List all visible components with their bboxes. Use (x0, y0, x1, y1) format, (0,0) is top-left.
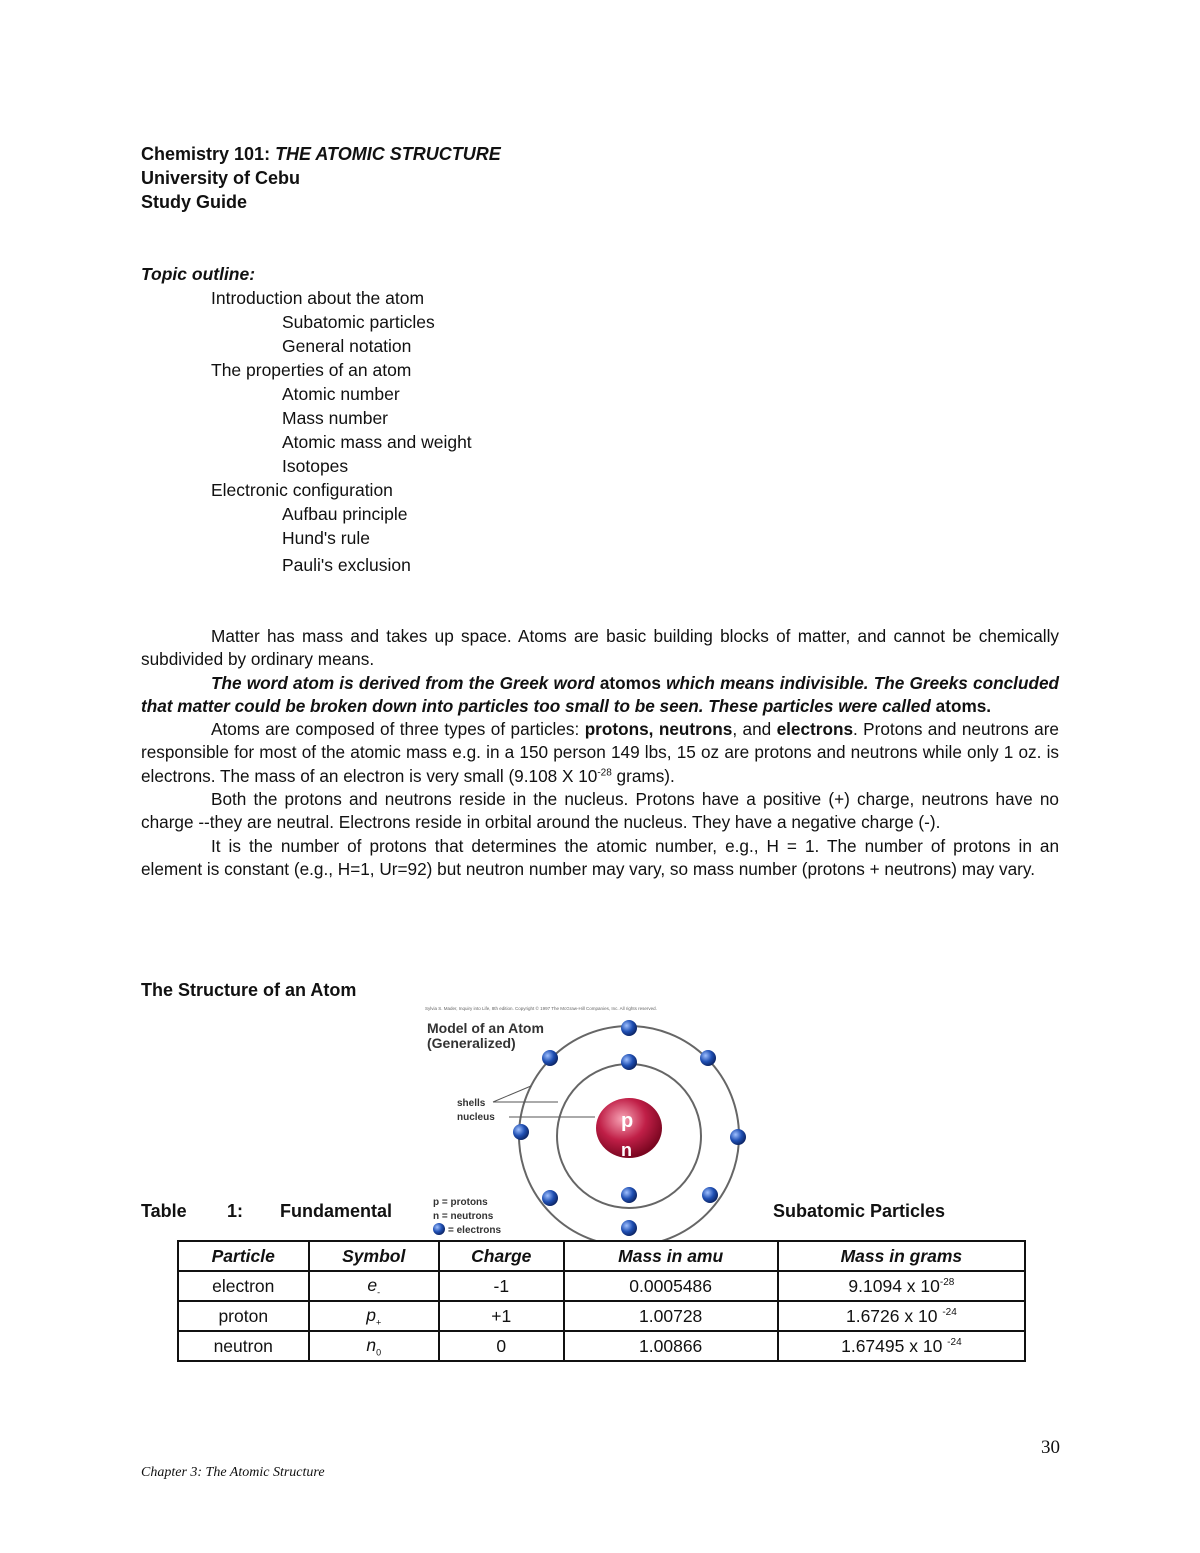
electron (621, 1054, 637, 1070)
paragraph-particles (141, 718, 1059, 788)
outline-subitem: Subatomic particles (282, 312, 435, 332)
etymology-text: The word atom is derived from the Greek word (211, 672, 600, 693)
electron (513, 1124, 529, 1140)
header-mass-amu: Mass in amu (564, 1241, 778, 1271)
paragraph-matter: Matter has mass and takes up space. Atoms are basic building blocks of matter, and cannot be chemically subdivided by ordinary means. (141, 626, 1059, 670)
atom-model-figure (405, 1000, 750, 1240)
bold-term: electrons (776, 719, 854, 740)
table-caption-rest: Subatomic Particles (773, 1201, 946, 1221)
document-type: Study Guide (141, 192, 248, 212)
grams-base: 1.67495 x 10 (841, 1335, 948, 1356)
topic-outline (141, 262, 472, 580)
outline-subitem: Isotopes (282, 456, 349, 476)
figure-title: Model of an Atom (427, 1020, 544, 1036)
grams-base: 1.6726 x 10 (845, 1305, 943, 1326)
chapter-footer: Chapter 3: The Atomic Structure (141, 1465, 325, 1480)
cell-particle: electron (178, 1271, 309, 1301)
symbol-letter: e (367, 1274, 378, 1295)
outline-subitem: Atomic mass and weight (282, 432, 472, 452)
grams-exponent: -24 (942, 1306, 957, 1318)
header-mass-grams: Mass in grams (778, 1241, 1025, 1271)
outline-subitem: Pauli's exclusion (282, 555, 411, 575)
table-row (178, 1301, 1025, 1331)
outline-subitem: General notation (282, 336, 412, 356)
outline-item: Introduction about the atom (211, 288, 425, 308)
electron (700, 1050, 716, 1066)
outline-subitem: Atomic number (282, 384, 400, 404)
course-title (141, 142, 501, 166)
cell-charge: +1 (439, 1301, 564, 1331)
cell-particle: proton (178, 1301, 309, 1331)
electron (702, 1187, 718, 1203)
course-topic: THE ATOMIC STRUCTURE (275, 144, 501, 164)
cell-amu: 1.00728 (564, 1301, 778, 1331)
course-code: Chemistry 101: (141, 144, 276, 164)
electron (730, 1129, 746, 1145)
symbol-letter: n (366, 1334, 377, 1355)
cell-particle: neutron (178, 1331, 309, 1361)
paragraph-atom-etymology (141, 672, 1059, 719)
table-caption-word: Fundamental (280, 1201, 393, 1221)
label-shells: shells (457, 1098, 486, 1109)
cell-symbol (309, 1301, 439, 1331)
page-number: 30 (1041, 1437, 1060, 1458)
exponent: -28 (597, 767, 612, 779)
header-charge: Charge (439, 1241, 564, 1271)
label-nucleus: nucleus (457, 1112, 495, 1123)
electron (621, 1020, 637, 1036)
outline-heading: Topic outline: (141, 264, 256, 284)
symbol-sub: + (375, 1317, 382, 1328)
symbol-sub: 0 (376, 1347, 382, 1358)
grams-base: 9.1094 x 10 (848, 1275, 940, 1296)
cell-grams (778, 1271, 1025, 1301)
etymology-text: which means indivisible. The Greeks concluded that matter could be broken down into particles too small to be seen. These particles were called (141, 672, 1060, 716)
header-particle: Particle (178, 1241, 309, 1271)
cell-grams (778, 1331, 1025, 1361)
nucleus-proton-label: p (621, 1110, 634, 1132)
etymology-term: atomos (599, 672, 661, 693)
electron (621, 1220, 637, 1236)
table-caption-label: Table (141, 1201, 187, 1221)
figure-subtitle: (Generalized) (427, 1035, 516, 1051)
paragraph-nucleus: Both the protons and neutrons reside in the nucleus. Protons have a positive (+) charge, neutrons have no charge --they are neutral. Electrons reside in orbital around the nucleus. They have a negative charge (-). (141, 789, 1059, 833)
figure-copyright: Sylvia S. Mader, Inquiry into Life, 8th edition. Copyright © 1997 The McGraw-Hill Companies, Inc. All rights reserved. (425, 1006, 657, 1011)
outline-item: The properties of an atom (211, 360, 412, 380)
body-text (141, 625, 1059, 881)
electron (621, 1187, 637, 1203)
section-title-structure: The Structure of an Atom (141, 980, 357, 1000)
text-run: . Protons and neutrons are responsible for most of the atomic mass e.g. in a 150 person 149 lbs, 15 oz are protons and neutrons while only 1 oz. is electrons. The mass of an electron is very small (9.108 X 10 (141, 719, 1059, 786)
outline-subitem: Hund's rule (282, 528, 370, 548)
symbol-sub: - (377, 1287, 381, 1298)
cell-amu: 0.0005486 (564, 1271, 778, 1301)
etymology-term: atoms. (935, 695, 992, 716)
text-run: grams). (611, 765, 675, 786)
nucleus-neutron-label: n (621, 1140, 632, 1160)
legend-electron-icon (433, 1223, 445, 1235)
subatomic-particles-table (177, 1240, 1026, 1362)
legend-neutrons: n = neutrons (433, 1211, 494, 1222)
cell-symbol (309, 1271, 439, 1301)
bold-term: protons, neutrons (584, 719, 733, 740)
grams-exponent: -24 (947, 1336, 962, 1348)
legend-electrons: = electrons (448, 1225, 502, 1236)
table-row (178, 1271, 1025, 1301)
paragraph-atomic-number: It is the number of protons that determines the atomic number, e.g., H = 1. The number of protons in an element is constant (e.g., H=1, Ur=92) but neutron number may vary, so mass number (protons + neutrons) may vary. (141, 835, 1059, 879)
outline-subitem: Mass number (282, 408, 389, 428)
text-run: Atoms are composed of three types of particles: (211, 719, 585, 740)
table-caption-number: 1: (227, 1201, 244, 1221)
text-run: , and (732, 719, 777, 740)
cell-symbol (309, 1331, 439, 1361)
table-row (178, 1331, 1025, 1361)
cell-grams (778, 1301, 1025, 1331)
legend-protons: p = protons (433, 1197, 488, 1208)
outline-item: Electronic configuration (211, 480, 393, 500)
cell-amu: 1.00866 (564, 1331, 778, 1361)
table-header-row (178, 1241, 1025, 1271)
electron (542, 1050, 558, 1066)
symbol-letter: p (366, 1304, 376, 1325)
outline-subitem: Aufbau principle (282, 504, 408, 524)
header-symbol: Symbol (309, 1241, 439, 1271)
cell-charge: -1 (439, 1271, 564, 1301)
grams-exponent: -28 (939, 1276, 955, 1288)
cell-charge: 0 (439, 1331, 564, 1361)
university-name: University of Cebu (141, 168, 301, 188)
electron (542, 1190, 558, 1206)
